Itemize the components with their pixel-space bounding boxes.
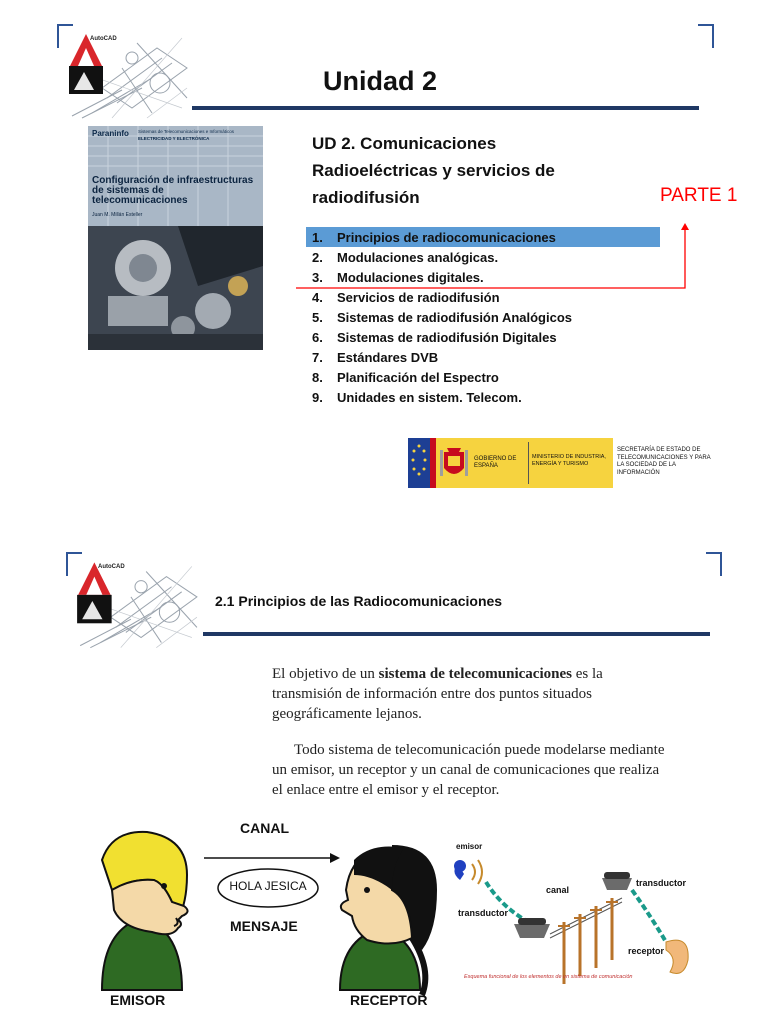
message-text: HOLA JESICA (229, 879, 307, 893)
title-rule (192, 106, 699, 110)
canal-label: CANAL (240, 820, 289, 836)
functional-scheme (452, 838, 698, 988)
toc-list (312, 228, 572, 408)
scheme-caption: Esquema funcional de los elementos de un sistema de comunicación (464, 974, 633, 980)
eu-flag-icon (408, 438, 430, 488)
toc-item[interactable]: 8. Planificación del Espectro (312, 370, 499, 385)
unit-subtitle: UD 2. Comunicaciones Radioeléctricas y servicios de radiodifusión (312, 134, 555, 207)
toc-item[interactable]: 4. Servicios de radiodifusión (312, 290, 500, 305)
communication-diagram (92, 820, 452, 1010)
autocad-logo-image (70, 556, 202, 652)
part-label: PARTE 1 (660, 185, 738, 206)
corner-mark-top-right (698, 24, 714, 48)
gobierno-text: GOBIERNO DE ESPAÑA (474, 456, 517, 469)
paragraph-modelo: Todo sistema de telecomunicación puede modelarse mediante un emisor, un receptor y un canal de comunicaciones que realiza el enlace entre el emisor y el receptor. (272, 742, 665, 798)
toc-item[interactable]: 5. Sistemas de radiodifusión Analógicos (312, 310, 573, 325)
book-series-1: Sistemas de Telecomunicaciones e Informáticos (138, 129, 234, 134)
book-author: Juan M. Millán Esteller (92, 212, 143, 218)
corner-mark-top-right (706, 552, 722, 576)
scheme-transductor-2-label: transductor (636, 878, 687, 888)
scheme-receptor-label: receptor (628, 946, 665, 956)
scheme-emisor-label: emisor (456, 842, 483, 851)
section-heading: 2.1 Principios de las Radiocomunicaciones (215, 593, 503, 609)
emisor-label: EMISOR (110, 992, 166, 1008)
emisor-receptor-illustration (92, 820, 452, 1010)
slide-1 (0, 0, 768, 500)
toc-item[interactable]: 6. Sistemas de radiodifusión Digitales (312, 330, 557, 345)
scheme-canal-label: canal (546, 885, 570, 895)
toc-item[interactable]: 3. Modulaciones digitales. (312, 270, 484, 285)
scheme-transductor-1-label: transductor (458, 908, 509, 918)
flag-stripe (430, 438, 436, 488)
government-logo (408, 438, 716, 488)
secretaria-block (613, 438, 716, 488)
paragraph-objetivo: El objetivo de un sistema de telecomunicaciones es la transmisión de información entre dos puntos situados geográficamente lejanos. (272, 666, 603, 722)
heading-rule (203, 632, 710, 636)
toc-item[interactable]: 9. Unidades en sistem. Telecom. (312, 390, 522, 405)
slide-2 (0, 540, 768, 1024)
toc-item[interactable]: 7. Estándares DVB (312, 350, 439, 365)
coat-of-arms-icon (438, 446, 470, 482)
secretaria-text: SECRETARÍA DE ESTADO DE TELECOMUNICACIONES Y PARA LA SOCIEDAD DE LA INFORMACIÓN (617, 447, 711, 476)
book-cover-photo (88, 226, 263, 350)
book-cover-top (88, 126, 263, 226)
autocad-logo-image (62, 28, 192, 122)
toc-item[interactable]: 2. Modulaciones analógicas. (312, 250, 499, 265)
ministerio-text: MINISTERIO DE INDUSTRIA, ENERGÍA Y TURISMO (532, 454, 606, 467)
slide-title: Unidad 2 (323, 66, 438, 96)
toc-item[interactable]: 1. Principios de radiocomunicaciones (312, 230, 556, 245)
book-publisher: Paraninfo (92, 129, 129, 138)
book-cover (88, 126, 263, 350)
book-title: Configuración de infraestructuras de sistemas de telecomunicaciones (92, 175, 254, 206)
autocad-logo-text: AutoCAD (98, 564, 125, 570)
book-series-2: ELECTRICIDAD Y ELECTRÓNICA (138, 136, 210, 141)
autocad-logo-text: AutoCAD (90, 36, 117, 42)
receptor-label: RECEPTOR (350, 992, 428, 1008)
logo-divider (528, 442, 529, 484)
mensaje-label: MENSAJE (230, 918, 298, 934)
